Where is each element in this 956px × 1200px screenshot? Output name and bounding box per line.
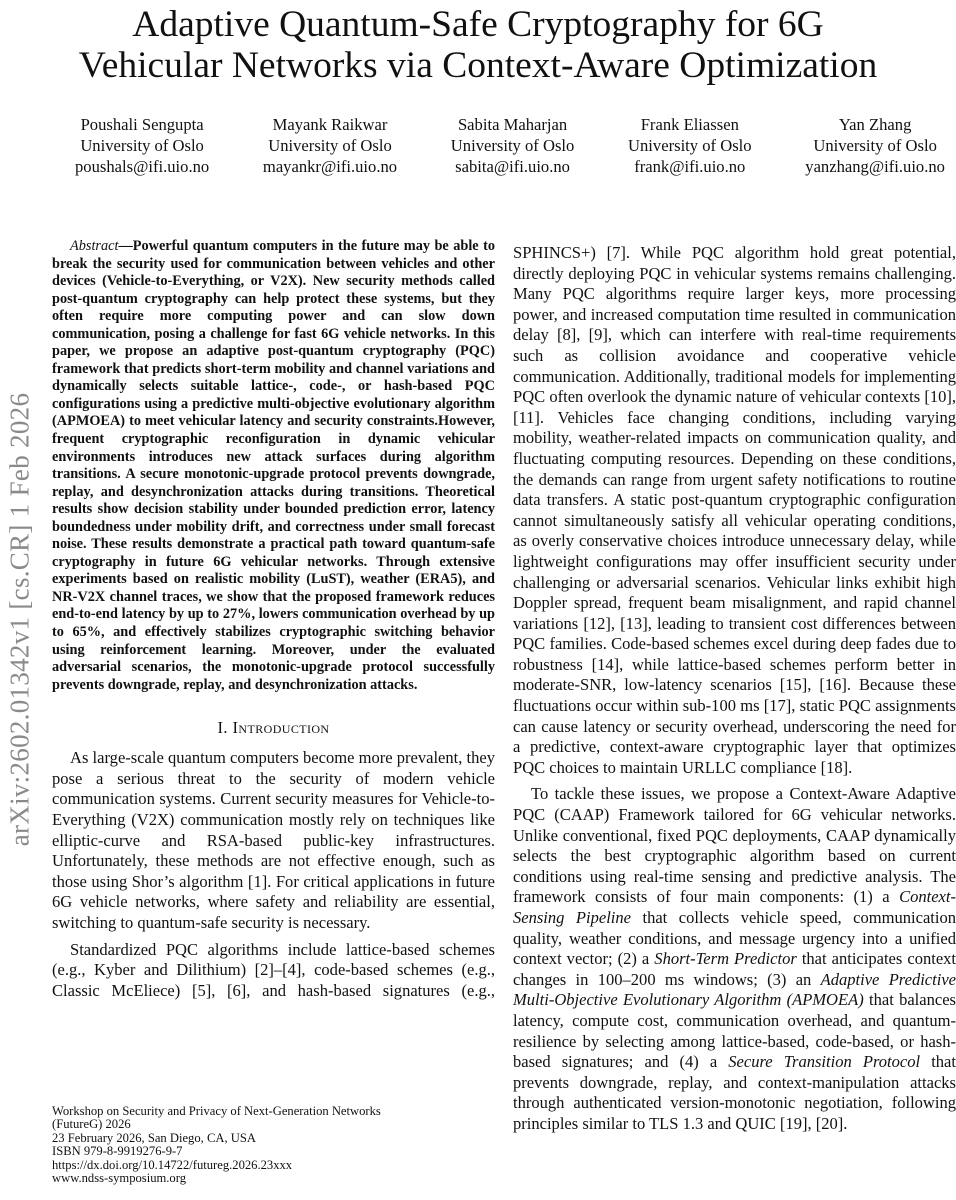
author-email: mayankr@ifi.uio.no [262, 157, 398, 176]
arxiv-stamp: arXiv:2602.01342v1 [cs.CR] 1 Feb 2026 [4, 392, 35, 847]
author-list [75, 114, 945, 177]
footnote-line: Workshop on Security and Privacy of Next-Generation Networks [52, 1104, 381, 1118]
doi-link[interactable]: https://dx.doi.org/10.14722/futureg.2026.23xxx [52, 1157, 293, 1172]
abstract [52, 238, 495, 694]
author-email: poushals@ifi.uio.no [75, 157, 210, 176]
text-segment: To tackle these issues, we propose a Context-Aware Adaptive PQC (CAAP) Framework tailored for 6G vehicular networks. Unlike conventional, fixed PQC deployments, CAAP dynamically selects the best cryptographic algorithm based on current conditions using real-time sensing and predictive analysis. The framework consists of four main components: (1) a [513, 784, 956, 907]
title-line-1: Adaptive Quantum-Safe Cryptography for 6G [132, 4, 824, 45]
intro-paragraph: Standardized PQC algorithms include lattice-based schemes (e.g., Kyber and Dilithium) [2]–[4], code-based schemes (e.g., Classic McEliece) [5], [6], and hash-based signatures (e.g., [52, 939, 495, 1000]
author-affiliation: University of Oslo [813, 136, 937, 155]
author-name: Yan Zhang [838, 115, 912, 134]
footnote-line: 23 February 2026, San Diego, CA, USA [52, 1130, 256, 1145]
author-email: frank@ifi.uio.no [634, 157, 746, 176]
emphasis-text: Secure Transition Protocol [728, 1052, 921, 1072]
text-segment: that anticipates context changes in 100–200 ms windows; (3) an [513, 949, 956, 989]
intro-paragraph-caap [513, 784, 956, 1134]
text-segment: that prevents downgrade, replay, and context-manipulation attacks through authenticated version-monotonic negotiation, following principles similar to TLS 1.3 and QUIC [19], [20]. [513, 1052, 956, 1133]
right-column [513, 243, 956, 1135]
left-column [52, 238, 495, 1001]
author-name: Sabita Maharjan [457, 115, 568, 134]
author-block [805, 114, 945, 177]
author-affiliation: University of Oslo [268, 136, 392, 155]
author-affiliation: University of Oslo [628, 136, 752, 155]
emphasis-text: Short-Term Predictor [654, 949, 797, 969]
footnote-line: (FutureG) 2026 [52, 1117, 131, 1132]
author-name: Mayank Raikwar [272, 115, 388, 134]
text-segment: that collects vehicle speed, communication quality, weather conditions, and message urgency into a unified context vector; (2) a [513, 908, 956, 969]
author-block [628, 114, 752, 177]
conference-footnote [52, 1105, 381, 1185]
abstract-label: Abstract [70, 238, 119, 254]
text-segment: that balances latency, compute cost, communication overhead, and quantum-resilience by selecting among lattice-based, code-based, or hash-based signatures; and (4) a [513, 990, 956, 1072]
emphasis-text: Context-Sensing Pipeline [513, 887, 956, 927]
paper-title [0, 4, 956, 86]
author-name: Frank Eliassen [640, 115, 739, 134]
intro-paragraph: SPHINCS+) [7]. While PQC algorithm hold great potential, directly deploying PQC in vehicular systems remains challenging. Many PQC algorithms require larger keys, more processing power, and increased computation time resulted in communication delay [8], [9], which can interfere with real-time requirements such as collision avoidance and cooperative vehicle communication. Additionally, traditional models for implementing PQC often overlook the dynamic nature of vehicular contexts [10], [11]. Vehicles face changing conditions, including varying mobility, weather-related impacts on communication quality, and fluctuating computing resources. Depending on these conditions, the demands can range from urgent safety notifications to routine data transfers. A static post-quantum cryptographic configuration cannot simultaneously satisfy all vehicular operating conditions, as overly conservative choices introduce unnecessary delay, while lightweight configurations may offer insufficient security under challenging or adversarial scenarios. Vehicular links exhibit high Doppler spread, frequent beam misalignment, and rapid channel variations [12], [13], leading to transient cost differences between PQC families. Code-based schemes excel during deep fades due to robustness [14], while lattice-based schemes perform better in moderate-SNR, low-latency scenarios [15], [16]. Because these fluctuations occur within sub-100 ms [17], static PQC assignments can cause latency or security overhead, underscoring the need for a predictive, context-aware cryptographic layer that optimizes PQC choices to maintain URLLC compliance [18]. [513, 243, 956, 777]
intro-paragraph: As large-scale quantum computers become more prevalent, they pose a serious threat to the security of modern vehicle communication systems. Current security measures for Vehicle-to-Everything (V2X) communication mostly rely on techniques like elliptic-curve and RSA-based public-key infrastructures. Unfortunately, these methods are not effective enough, such as those using Shor’s algorithm [1]. For critical applications in future 6G vehicle networks, where safety and reliability are essential, switching to quantum-safe security is necessary. [52, 748, 495, 932]
author-block [75, 114, 209, 177]
section-heading-introduction: I. Introduction [217, 718, 330, 738]
emphasis-text: Adaptive Predictive Multi-Objective Evolutionary Algorithm (APMOEA) [513, 969, 956, 1010]
author-block [451, 114, 575, 177]
footnote-line: ISBN 979-8-9919276-9-7 [52, 1144, 183, 1159]
abstract-text: —Powerful quantum computers in the future may be able to break the security used for communication between vehicles and other devices (Vehicle-to-Everything, or V2X). New security methods called post-quantum cryptography can help protect these systems, but they often require more computing power and can slow down communication, posing a challenge for fast 6G vehicle networks. In this paper, we propose an adaptive post-quantum cryptography (PQC) framework that predicts short-term mobility and channel variations and dynamically selects suitable lattice-, code-, or hash-based PQC configurations using a predictive multi-objective evolutionary algorithm (APMOEA) to meet vehicular latency and security constraints.However, frequent cryptographic reconfiguration in dynamic vehicular environments introduces new attack surfaces during algorithm transitions. A secure monotonic-upgrade protocol prevents downgrade, replay, and desynchronization attacks during transitions. Theoretical results show decision stability under bounded prediction error, latency boundedness under mobility drift, and correctness under small forecast noise. These results demonstrate a practical path toward quantum-safe cryptography in future 6G vehicular networks. Through extensive experiments based on realistic mobility (LuST), weather (ERA5), and NR-V2X channel traces, we show that the proposed framework reduces end-to-end latency by up to 27%, lowers communication overhead by up to 65%, and effectively stabilizes cryptographic switching behavior using reinforcement learning. Moreover, under the evaluated adversarial scenarios, the monotonic-upgrade protocol successfully prevents downgrade, replay, and desynchronization attacks. [52, 238, 495, 693]
author-email: yanzhang@ifi.uio.no [805, 157, 945, 176]
author-affiliation: University of Oslo [80, 136, 204, 155]
author-affiliation: University of Oslo [450, 136, 575, 155]
author-email: sabita@ifi.uio.no [455, 157, 570, 176]
title-line-2: Vehicular Networks via Context-Aware Optimization [78, 45, 878, 86]
author-block [263, 114, 397, 177]
author-name: Poushali Sengupta [80, 115, 204, 134]
website-link[interactable]: www.ndss-symposium.org [52, 1171, 186, 1186]
